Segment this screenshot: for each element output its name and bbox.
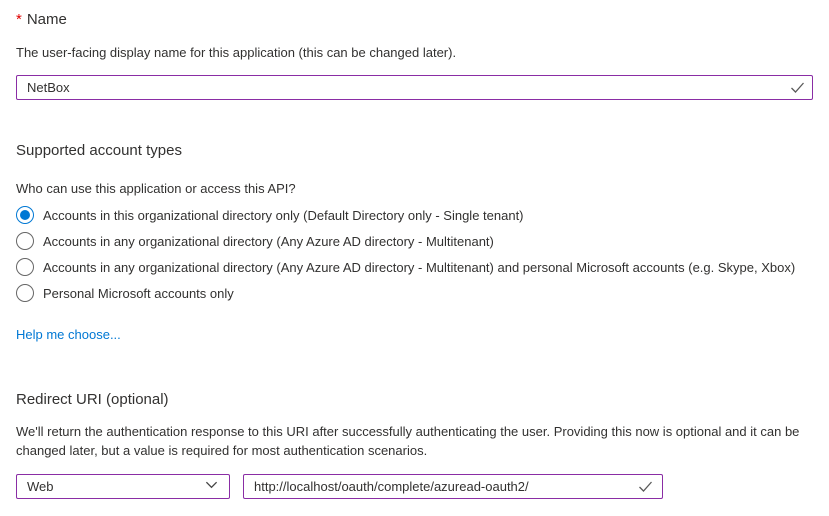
radio-label: Accounts in any organizational directory (Any Azure AD directory - Multitenant) and personal Microsoft accounts (e.g. Skype, Xbox) <box>43 259 796 275</box>
radio-label: Accounts in this organizational directory only (Default Directory only - Single tenant) <box>43 207 524 223</box>
name-description: The user-facing display name for this application (this can be changed later). <box>16 45 457 60</box>
radio-personal-only[interactable] <box>16 283 234 303</box>
radio-multitenant[interactable] <box>16 231 494 251</box>
radio-label: Accounts in any organizational directory (Any Azure AD directory - Multitenant) <box>43 233 494 249</box>
radio-multitenant-personal[interactable] <box>16 257 795 277</box>
redirect-uri-title: Redirect URI (optional) <box>16 391 169 408</box>
name-input[interactable] <box>16 75 813 100</box>
redirect-uri-description: We'll return the authentication response to this URI after successfully authenticating the user. Providing this now is optional and it can be changed later, but a value is required for most authentication scenarios. <box>16 424 800 458</box>
platform-select[interactable] <box>16 474 230 499</box>
help-me-choose-link[interactable]: Help me choose... <box>16 327 121 342</box>
required-asterisk: * <box>16 11 22 28</box>
account-types-question: Who can use this application or access this API? <box>16 181 296 196</box>
radio-button-icon[interactable] <box>16 258 34 276</box>
redirect-uri-input[interactable] <box>243 474 663 499</box>
radio-label: Personal Microsoft accounts only <box>43 285 234 301</box>
chevron-down-icon <box>204 478 219 496</box>
radio-button-icon[interactable] <box>16 284 34 302</box>
name-section-title <box>16 11 67 28</box>
account-types-title: Supported account types <box>16 142 182 159</box>
platform-select-value: Web <box>27 479 54 494</box>
radio-button-icon[interactable] <box>16 206 34 224</box>
name-label: Name <box>26 11 67 28</box>
radio-button-icon[interactable] <box>16 232 34 250</box>
radio-single-tenant[interactable] <box>16 205 524 225</box>
